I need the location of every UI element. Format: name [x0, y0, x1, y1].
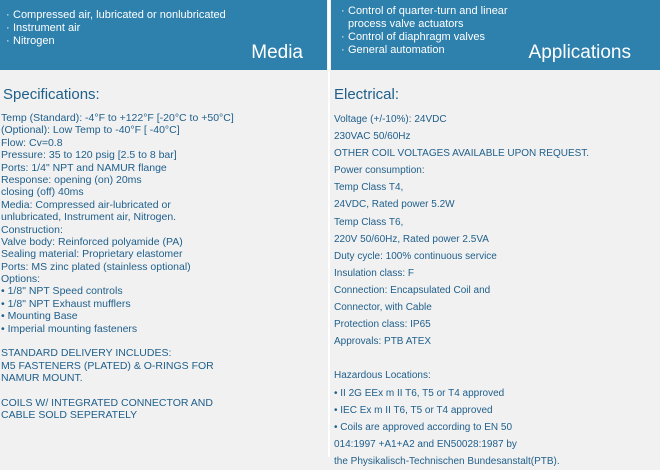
elec-line: • IEC Ex m II T6, T5 or T4 approved [334, 404, 493, 416]
electrical-heading: Electrical: [334, 86, 400, 103]
elec-line: Protection class: IP65 [334, 319, 431, 331]
spec-line: Sealing material: Proprietary elastomer [1, 248, 183, 261]
spec-line: • Mounting Base [1, 310, 78, 323]
column-divider [328, 0, 330, 457]
elec-line: Voltage (+/-10%): 24VDC [334, 114, 447, 125]
elec-line: 014:1997 +A1+A2 and EN50028:1987 by [334, 438, 517, 450]
spec-line: Valve body: Reinforced polyamide (PA) [1, 235, 183, 248]
spec-line: closing (off) 40ms [1, 186, 84, 199]
spec-line: Ports: MS zinc plated (stainless optional) [1, 260, 191, 273]
elec-line: Connector, with Cable [334, 302, 432, 314]
spec-line: Options: [1, 273, 41, 286]
bullet-icon: · [6, 22, 10, 34]
specifications-heading: Specifications: [3, 86, 100, 103]
bullet-icon: · [6, 9, 10, 21]
bullet-icon: · [341, 31, 345, 43]
media-list [6, 9, 226, 48]
spec-line: Temp (Standard): -4°F to +122°F [-20°C to +50°C] [1, 112, 234, 124]
elec-line: Approvals: PTB ATEX [334, 336, 432, 348]
spec-line: COILS W/ INTEGRATED CONNECTOR AND [1, 396, 213, 409]
spec-line: • 1/8" NPT Speed controls [1, 285, 123, 298]
spec-line: (Optional): Low Temp to -40°F [ -40°C] [1, 124, 180, 137]
elec-line: • Coils are approved according to EN 50 [334, 421, 513, 433]
spec-line: Construction: [1, 223, 63, 236]
spec-line: Ports: 1/4" NPT and NAMUR flange [1, 161, 167, 174]
electrical-list [334, 111, 656, 470]
elec-line: Temp Class T4, [334, 182, 404, 194]
elec-spacer [334, 350, 656, 367]
media-banner [0, 0, 327, 70]
elec-line: Power consumption: [334, 165, 425, 177]
bullet-icon: · [6, 35, 10, 47]
bullet-icon: · [341, 44, 345, 56]
spec-spacer [1, 385, 323, 397]
bullet-icon: · [341, 5, 345, 17]
applications-list [341, 5, 508, 57]
elec-line: Duty cycle: 100% continuous service [334, 250, 497, 262]
spec-line: • Imperial mounting fasteners [1, 322, 138, 335]
spec-line: CABLE SOLD SEPERATELY [1, 409, 138, 422]
applications-item: · General automation [341, 44, 445, 56]
elec-line: 230VAC 50/60Hz [334, 131, 411, 143]
spec-line: Media: Compressed air-lubricated or [1, 198, 171, 211]
elec-line: the Physikalisch-Technischen Bundesanstalt(PTB). [334, 455, 560, 467]
elec-line: OTHER COIL VOLTAGES AVAILABLE UPON REQUEST. [334, 148, 590, 160]
spec-line: NAMUR MOUNT. [1, 372, 83, 385]
spec-line: Flow: Cv=0.8 [1, 136, 63, 149]
applications-item: · Control of quarter-turn and linear [341, 5, 508, 17]
elec-line: Temp Class T6, [334, 216, 404, 228]
elec-line: Insulation class: F [334, 267, 415, 279]
elec-line: 220V 50/60Hz, Rated power 2.5VA [334, 233, 489, 245]
elec-line: Connection: Encapsulated Coil and [334, 284, 491, 296]
spec-line: Response: opening (on) 20ms [1, 173, 142, 186]
spec-line: Pressure: 35 to 120 psig [2.5 to 8 bar] [1, 149, 177, 162]
spec-spacer [1, 335, 323, 347]
media-item: · Nitrogen [6, 35, 55, 47]
applications-item: process valve actuators [348, 18, 464, 30]
specifications-list [1, 112, 323, 422]
elec-line: • II 2G EEx m II T6, T5 or T4 approved [334, 387, 505, 399]
applications-title: Applications [528, 42, 631, 63]
spec-line: unlubricated, Instrument air, Nitrogen. [1, 211, 177, 224]
media-item: · Compressed air, lubricated or nonlubricated [6, 9, 226, 21]
media-title: Media [251, 42, 303, 63]
spec-line: M5 FASTENERS (PLATED) & O-RINGS FOR [1, 359, 214, 372]
spec-line: • 1/8" NPT Exhaust mufflers [1, 297, 131, 310]
applications-item: · Control of diaphragm valves [341, 31, 485, 43]
spec-line: STANDARD DELIVERY INCLUDES: [1, 347, 172, 360]
applications-banner [331, 0, 660, 70]
elec-line: 24VDC, Rated power 5.2W [334, 199, 455, 211]
elec-line: Hazardous Locations: [334, 370, 431, 382]
media-item: · Instrument air [6, 22, 81, 34]
